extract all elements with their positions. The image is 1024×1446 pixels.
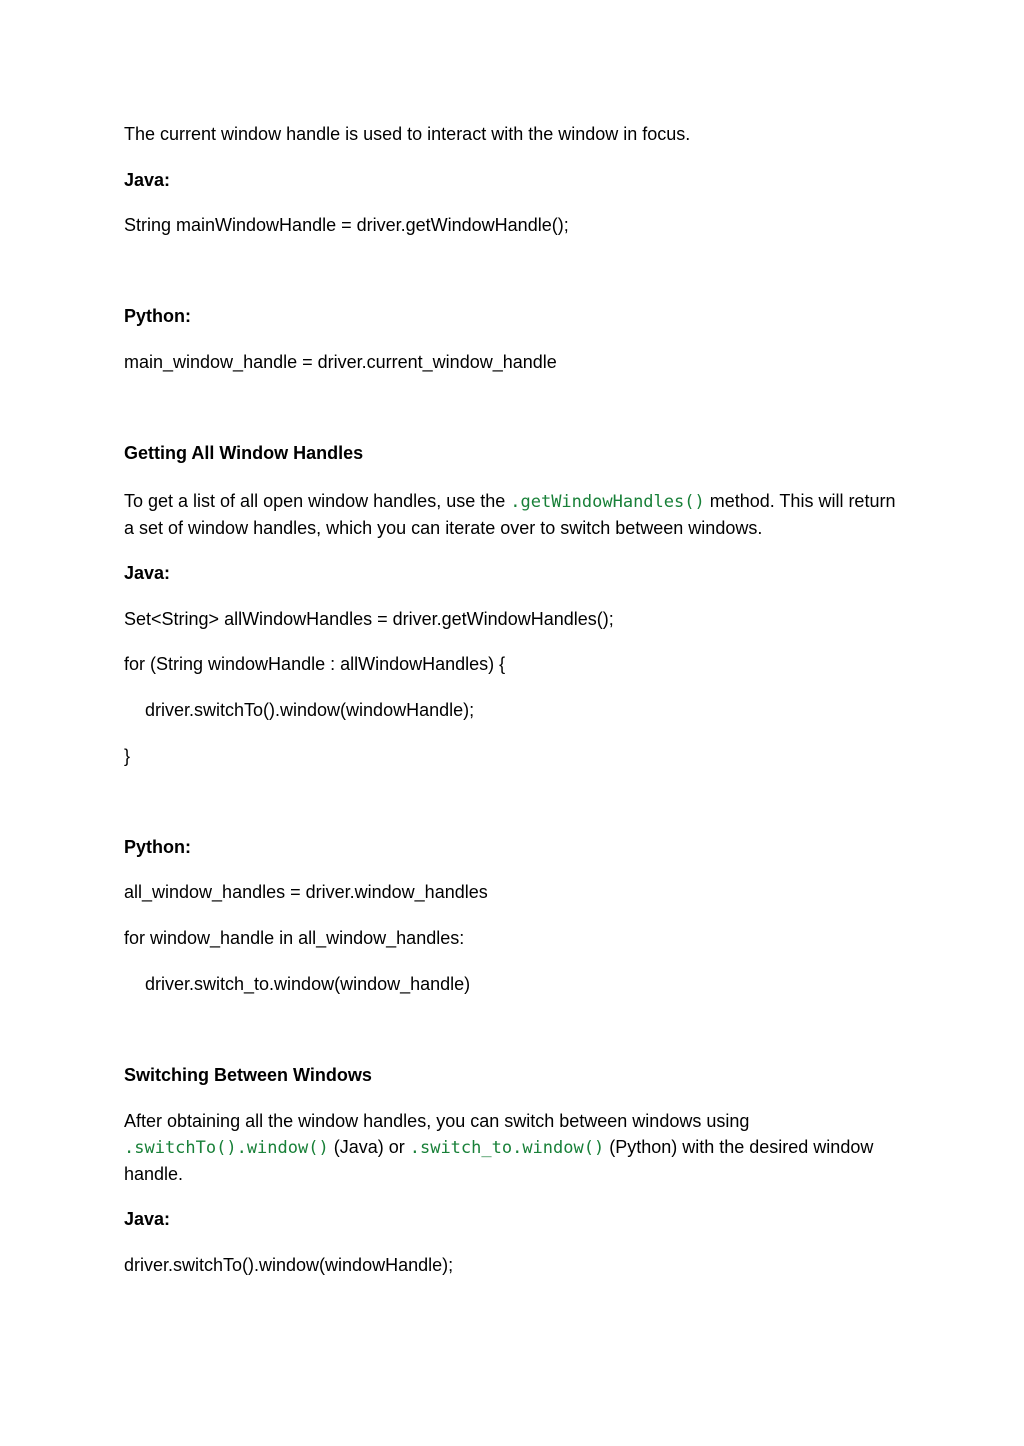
python-code-line: main_window_handle = driver.current_window_handle (124, 352, 557, 372)
section-heading-switching-windows: Switching Between Windows (124, 1065, 372, 1085)
section-heading-getting-all-handles: Getting All Window Handles (124, 443, 364, 463)
inline-code: .switchTo().window() (124, 1138, 329, 1158)
java-code-line: driver.switchTo().window(windowHandle); (124, 1255, 454, 1275)
paragraph-text: (Java) or (328, 1137, 410, 1157)
java-label: Java: (124, 1209, 171, 1229)
paragraph-switching-windows (124, 1108, 904, 1187)
paragraph-text: To get a list of all open window handles, use the (124, 491, 511, 511)
java-label: Java: (124, 563, 171, 583)
python-code-line: for window_handle in all_window_handles: (124, 928, 465, 948)
inline-code: .switch_to.window() (409, 1138, 605, 1158)
intro-text: The current window handle is used to interact with the window in focus. (124, 124, 691, 144)
python-code-line: all_window_handles = driver.window_handles (124, 882, 488, 902)
paragraph-text: method. This will return a set of window handles, which you can iterate over to switch between windows. (124, 491, 896, 538)
paragraph-text: (Python) with the desired window handle. (124, 1137, 874, 1184)
paragraph-getting-all-handles (124, 488, 904, 541)
python-label: Python: (124, 837, 191, 857)
java-code-line: driver.switchTo().window(windowHandle); (145, 700, 475, 720)
java-code-line: Set<String> allWindowHandles = driver.getWindowHandles(); (124, 609, 614, 629)
paragraph-text: After obtaining all the window handles, you can switch between windows using (124, 1111, 750, 1131)
python-code-line: driver.switch_to.window(window_handle) (145, 974, 471, 994)
java-code-line: String mainWindowHandle = driver.getWindowHandle(); (124, 215, 569, 235)
java-code-line: for (String windowHandle : allWindowHandles) { (124, 654, 506, 674)
java-code-line: } (124, 746, 131, 766)
inline-code: .getWindowHandles() (510, 492, 705, 512)
python-label: Python: (124, 306, 191, 326)
java-label: Java: (124, 170, 171, 190)
